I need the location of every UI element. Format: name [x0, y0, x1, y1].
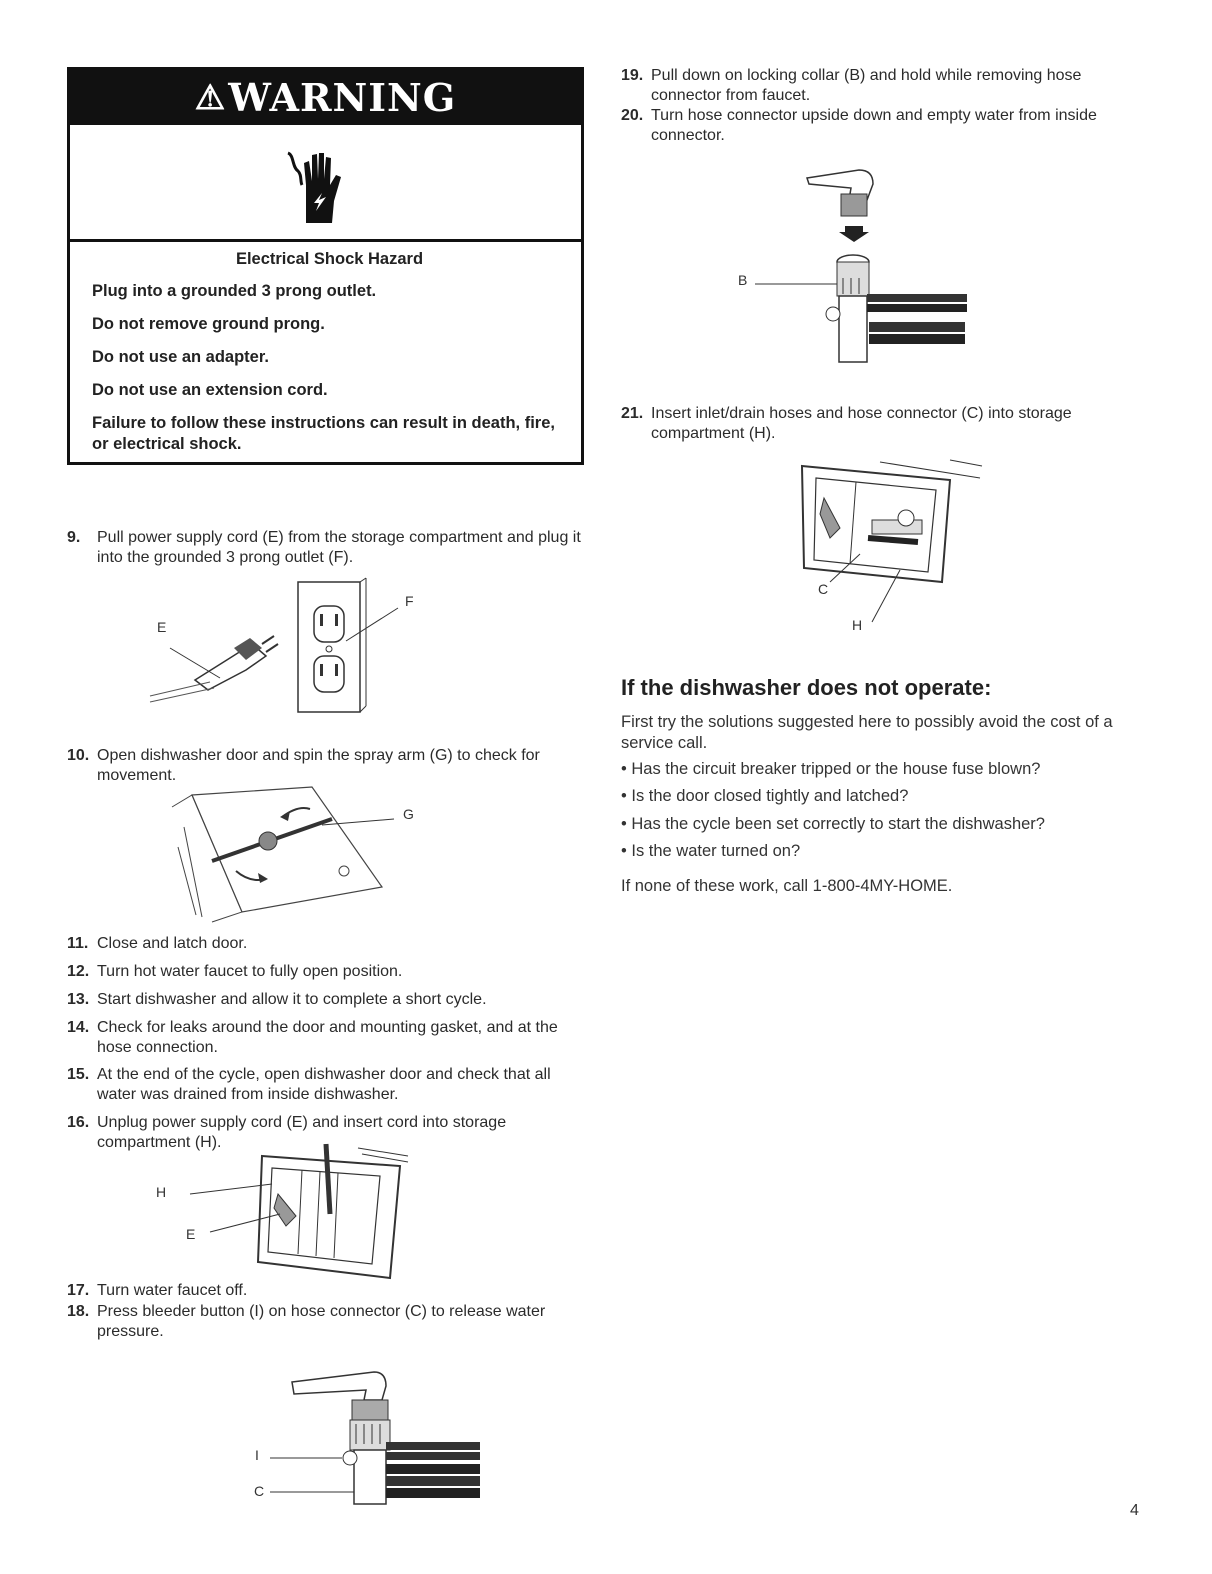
warning-line: Failure to follow these instructions can result in death, fire, or electrical shock. — [92, 414, 555, 453]
step-text: Close and latch door. — [97, 935, 248, 952]
step-15 — [67, 1065, 592, 1105]
warning-line: Plug into a grounded 3 prong outlet. — [92, 282, 377, 300]
bullet-item: • Has the cycle been set correctly to start the dishwasher? — [621, 815, 1045, 833]
warning-header — [70, 70, 581, 125]
remove-connector-illustration — [755, 166, 985, 371]
step-12 — [67, 962, 592, 982]
hose-storage-illustration — [800, 458, 1000, 618]
step-number: 10. — [67, 747, 90, 764]
step-number: 9. — [67, 529, 81, 546]
step-11 — [67, 934, 592, 954]
warning-box — [67, 67, 584, 465]
step-number: 13. — [67, 991, 90, 1008]
step-number: 15. — [67, 1066, 90, 1083]
label-h: H — [852, 617, 863, 633]
step-19 — [621, 66, 1146, 106]
cord-storage-illustration — [172, 1144, 412, 1279]
warning-text — [92, 250, 567, 467]
label-e: E — [157, 619, 167, 635]
step-number: 20. — [621, 107, 644, 124]
bullet-item: • Is the water turned on? — [621, 842, 801, 860]
step-number: 17. — [67, 1282, 90, 1299]
outlet-plug-illustration — [150, 578, 410, 718]
shock-hazard-icon — [288, 145, 348, 225]
label-g: G — [403, 806, 414, 822]
step-number: 18. — [67, 1303, 90, 1320]
warning-line: Do not use an adapter. — [92, 348, 269, 366]
step-number: 21. — [621, 405, 644, 422]
label-f: F — [405, 593, 414, 609]
step-text: Unplug power supply cord (E) and insert cord into storage compartment (H). — [97, 1114, 507, 1151]
step-text: Turn hose connector upside down and empty water from inside connector. — [651, 107, 1097, 144]
page-number: 4 — [1130, 1502, 1139, 1519]
step-number: 12. — [67, 963, 90, 980]
bullet-item: • Has the circuit breaker tripped or the house fuse blown? — [621, 760, 1041, 778]
label-b: B — [738, 272, 748, 288]
step-13 — [67, 990, 592, 1010]
step-text: Turn hot water faucet to fully open position. — [97, 963, 403, 980]
step-text: Pull down on locking collar (B) and hold while removing hose connector from faucet. — [651, 67, 1082, 104]
step-18 — [67, 1302, 592, 1342]
step-21 — [621, 404, 1146, 444]
hazard-title: Electrical Shock Hazard — [235, 250, 424, 268]
section-heading: If the dishwasher does not operate: — [621, 675, 992, 700]
step-14 — [67, 1018, 592, 1058]
step-text: Start dishwasher and allow it to complete a short cycle. — [97, 991, 487, 1008]
step-text: Insert inlet/drain hoses and hose connector (C) into storage compartment (H). — [651, 405, 1072, 442]
step-9 — [67, 528, 592, 568]
step-text: Open dishwasher door and spin the spray arm (G) to check for movement. — [97, 747, 540, 784]
bullet-item: • Is the door closed tightly and latched? — [621, 787, 909, 805]
label-c: C — [254, 1483, 265, 1499]
step-17 — [67, 1281, 592, 1301]
label-c: C — [818, 581, 829, 597]
label-e: E — [186, 1226, 196, 1242]
step-number: 19. — [621, 67, 644, 84]
closing-text: If none of these work, call 1-800-4MY-HOME. — [621, 877, 953, 895]
warning-line: Do not use an extension cord. — [92, 381, 328, 399]
step-10 — [67, 746, 592, 786]
step-number: 14. — [67, 1019, 90, 1036]
warning-icon-area — [70, 125, 581, 242]
spray-arm-illustration — [172, 787, 412, 922]
step-text: Pull power supply cord (E) from the storage compartment and plug it into the grounded 3 prong outlet (F). — [97, 529, 581, 566]
label-h: H — [156, 1184, 167, 1200]
step-text: Press bleeder button (I) on hose connector (C) to release water pressure. — [97, 1303, 546, 1340]
step-text: Check for leaks around the door and mounting gasket, and at the hose connection. — [97, 1019, 558, 1056]
step-number: 11. — [67, 935, 89, 952]
intro-text: First try the solutions suggested here to possibly avoid the cost of a service call. — [621, 713, 1113, 752]
warning-line: Do not remove ground prong. — [92, 315, 325, 333]
warning-triangle-icon: ⚠ — [194, 77, 227, 118]
step-20 — [621, 106, 1146, 146]
step-text: Turn water faucet off. — [97, 1282, 248, 1299]
step-text: At the end of the cycle, open dishwasher door and check that all water was drained from inside dishwasher. — [97, 1066, 551, 1103]
warning-title: WARNING — [228, 75, 457, 120]
hose-connector-faucet-illustration — [282, 1364, 482, 1514]
step-number: 16. — [67, 1114, 90, 1131]
label-i: I — [255, 1447, 259, 1463]
